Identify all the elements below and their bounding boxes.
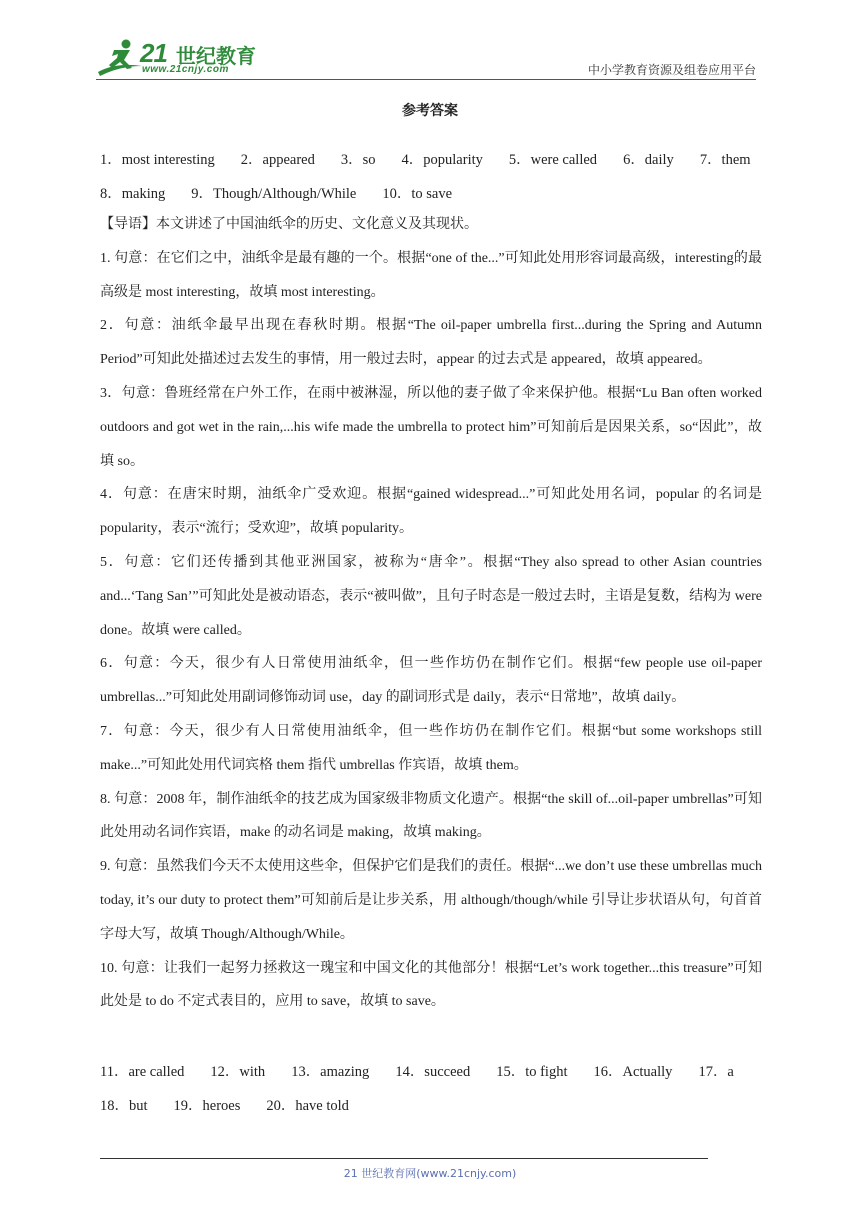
logo-url: www.21cnjy.com [142,64,229,75]
answer-item: 8．making [100,186,166,202]
explanation-paragraph: 1. 句意：在它们之中，油纸伞是最有趣的一个。根据“one of the...”可知此处用形容词最高级，interesting的最高级是 most interesting，故填 most interesting。 [100,250,762,300]
answer-item: 13．amazing [291,1064,370,1080]
explanation-paragraph: 3．句意：鲁班经常在户外工作，在雨中被淋湿，所以他的妻子做了伞来保护他。根据“Lu Ban often worked outdoors and got wet in the rain,...his wife made the umbrella to protect him”可知前后是因果关系，so“因此”，故填 so。 [100,385,762,469]
answer-item: 7．them [699,152,751,168]
platform-name: 中小学教育资源及组卷应用平台 [587,63,756,77]
explanations [100,208,762,1019]
explanation-paragraph: 2．句意：油纸伞最早出现在春秋时期。根据“The oil-paper umbrella first...during the Spring and Autumn Period”可知此处描述过去发生的事情，用一般过去时，appear 的过去式是 appeared，故填 appeared。 [100,318,762,368]
explanation-paragraph: 7．句意：今天，很少有人日常使用油纸伞，但一些作坊仍在制作它们。根据“but some workshops still make...”可知此处用代词宾格 them 指代 umbrellas 作宾语，故填 them。 [100,723,762,773]
answer-item: 15．to fight [496,1064,568,1080]
explanation-paragraph: 9. 句意：虽然我们今天不太使用这些伞，但保护它们是我们的责任。根据“...we don’t use these umbrellas much today, it’s our duty to protect them”可知前后是让步关系，用 although/though/while 引导让步状语从句，句首首字母大写，故填 Though/Although/While。 [100,859,762,942]
answer-item: 17．a [698,1064,734,1080]
answer-item: 20．have told [266,1098,349,1114]
answer-row [100,143,770,177]
page-title: 参考答案 [402,103,458,119]
answer-item: 11．are called [100,1064,185,1080]
logo-text: 世纪教育 [176,44,256,68]
answer-item: 14．succeed [395,1064,471,1080]
runner-logo-icon [96,36,146,76]
header-divider [96,79,756,80]
answer-row [100,1055,770,1089]
answer-item: 19．heroes [173,1098,241,1114]
answer-item: 12．with [210,1064,266,1080]
explanation-paragraph: 5．句意：它们还传播到其他亚洲国家，被称为“唐伞”。根据“They also spread to other Asian countries and...‘Tang San’”可知此处是被动语态，表示“被叫做”，且句子时态是一般过去时，主语是复数，结构为 were done。故填 were called。 [100,554,762,638]
answer-item: 6．daily [623,152,674,168]
answer-item: 1．most interesting [100,152,215,168]
answer-item: 3．so [340,152,376,168]
answer-key-11-20 [100,1055,770,1123]
explanation-paragraph: 8. 句意：2008 年，制作油纸伞的技艺成为国家级非物质文化遗产。根据“the skill of...oil-paper umbrellas”可知此处用动名词作宾语，make 的动名词是 making，故填 making。 [100,791,762,841]
page-header [96,34,756,80]
answer-item: 10．to save [382,186,453,202]
explanation-paragraph: 10. 句意：让我们一起努力拯救这一瑰宝和中国文化的其他部分！根据“Let’s work together...this treasure”可知此处是 to do 不定式表目的，应用 to save，故填 to save。 [100,960,762,1010]
answer-item: 4．popularity [401,152,483,168]
answer-row [100,177,770,211]
answer-item: 9．Though/Although/While [191,186,357,202]
logo-number: 21 [140,38,167,68]
footer-link[interactable]: 21 世纪教育网(www.21cnjy.com) [343,1167,517,1180]
answer-item: 16．Actually [593,1064,673,1080]
explanation-paragraph: 6．句意：今天，很少有人日常使用油纸伞，但一些作坊仍在制作它们。根据“few people use oil-paper umbrellas...”可知此处用副词修饰动词 use，day 的副词形式是 daily，表示“日常地”，故填 daily。 [100,656,762,706]
site-logo[interactable] [96,34,266,78]
intro-paragraph: 【导语】本文讲述了中国油纸伞的历史、文化意义及其现状。 [100,217,478,232]
answer-row [100,1089,770,1123]
answer-item: 2．appeared [240,152,315,168]
answer-key-1-10 [100,143,770,211]
footer-divider [100,1158,708,1159]
answer-item: 18．but [100,1098,148,1114]
answer-item: 5．were called [508,152,598,168]
explanation-paragraph: 4．句意：在唐宋时期，油纸伞广受欢迎。根据“gained widespread...”可知此处用名词，popular 的名词是 popularity，表示“流行；受欢迎”，故填 popularity。 [100,487,762,537]
